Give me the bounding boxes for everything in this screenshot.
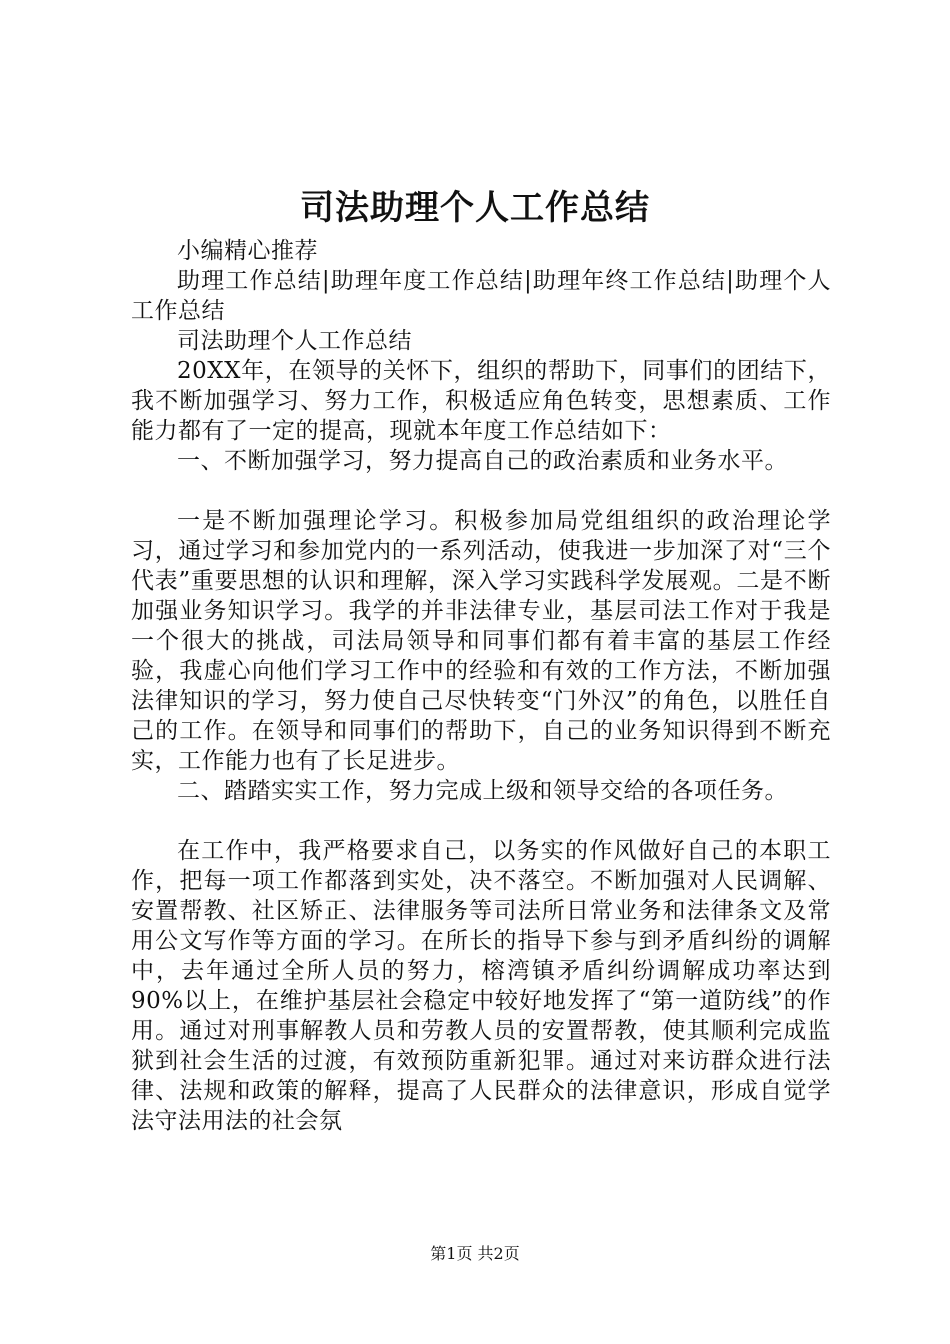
paragraph-related-links: 助理工作总结|助理年度工作总结|助理年终工作总结|助理个人工作总结 xyxy=(131,268,831,324)
paragraph-intro: 20XX年，在领导的关怀下，组织的帮助下，同事们的团结下，我不断加强学习、努力工作，积极适应角色转变，思想素质、工作能力都有了一定的提高，现就本年度工作总结如下： xyxy=(131,358,831,444)
page-footer: 第1页 共2页 xyxy=(430,1244,520,1263)
document-body xyxy=(131,236,831,1136)
heading-section-1: 一、不断加强学习，努力提高自己的政治素质和业务水平。 xyxy=(177,448,788,474)
document-title: 司法助理个人工作总结 xyxy=(300,188,650,228)
paragraph-subtitle: 司法助理个人工作总结 xyxy=(177,328,412,354)
paragraph-recommend: 小编精心推荐 xyxy=(177,238,318,264)
paragraph-section-2-body: 在工作中，我严格要求自己，以务实的作风做好自己的本职工作，把每一项工作都落到实处，决不落空。不断加强对人民调解、安置帮教、社区矫正、法律服务等司法所日常业务和法律条文及常用公文写作等方面的学习。在所长的指导下参与到矛盾纠纷的调解中，去年通过全所人员的努力，榕湾镇矛盾纠纷调解成功率达到90%以上，在维护基层社会稳定中较好地发挥了“第一道防线”的作用。通过对刑事解教人员和劳教人员的安置帮教，使其顺利完成监狱到社会生活的过渡，有效预防重新犯罪。通过对来访群众进行法律、法规和政策的解释，提高了人民群众的法律意识，形成自觉学法守法用法的社会氛 xyxy=(131,838,831,1134)
heading-section-2: 二、踏踏实实工作，努力完成上级和领导交给的各项任务。 xyxy=(177,778,788,804)
paragraph-section-1-body: 一是不断加强理论学习。积极参加局党组组织的政治理论学习，通过学习和参加党内的一系列活动，使我进一步加深了对“三个代表”重要思想的认识和理解，深入学习实践科学发展观。二是不断加强业务知识学习。我学的并非法律专业，基层司法工作对于我是一个很大的挑战，司法局领导和同事们都有着丰富的基层工作经验，我虚心向他们学习工作中的经验和有效的工作方法，不断加强法律知识的学习，努力使自己尽快转变“门外汉”的角色，以胜任自己的工作。在领导和同事们的帮助下，自己的业务知识得到不断充实，工作能力也有了长足进步。 xyxy=(131,508,831,774)
